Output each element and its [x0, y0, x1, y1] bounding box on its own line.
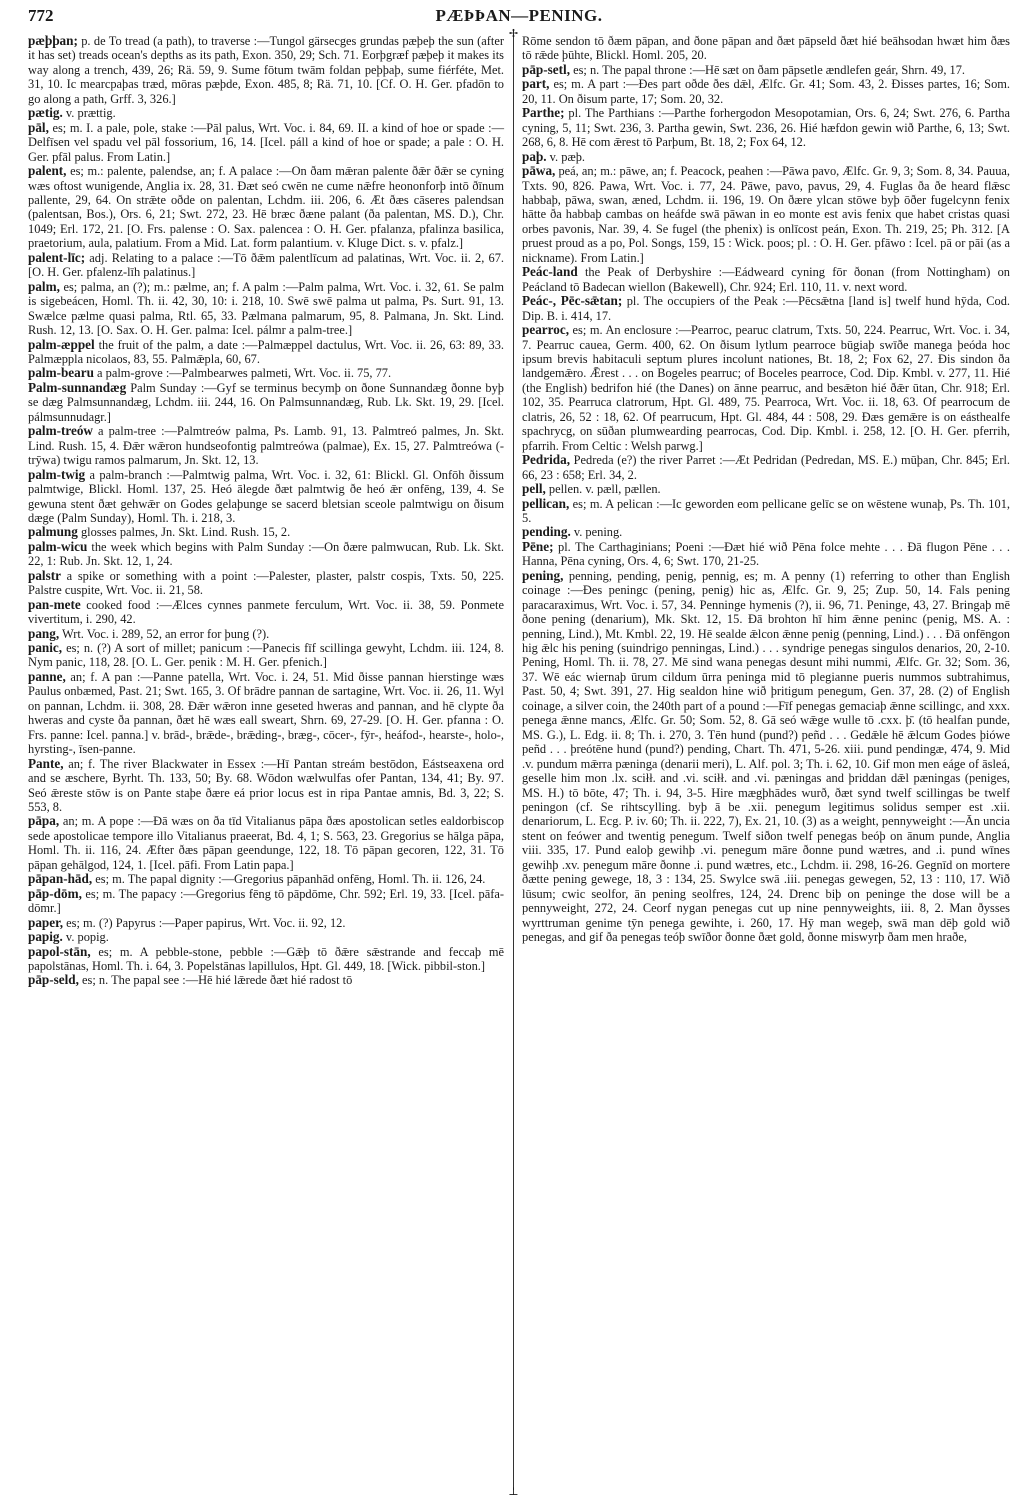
cross-ornament-icon: ⊥	[508, 1486, 519, 1498]
headword: part,	[522, 76, 550, 92]
headword: palmung	[28, 524, 78, 540]
dictionary-entry	[28, 106, 504, 120]
dictionary-entry	[28, 569, 504, 598]
entry-definition: es; m. A part :—Ðes part oðde ðes dǣl, Ælfc. Gr. 41; Som. 43, 2. Ðisses partes, 16; Som. 20, 11. On ðisum parte, 17; Som. 20, 32.	[522, 77, 1010, 106]
headword: pan-mete	[28, 596, 81, 612]
dictionary-entry	[522, 323, 1010, 453]
headword: Peác-land	[522, 264, 578, 280]
left-column	[28, 34, 504, 988]
dictionary-entry	[28, 280, 504, 338]
entry-definition: a spike or something with a point :—Palester, plaster, palstr cospis, Txts. 50, 225. Palstre cuspite, Wrt. Voc. ii. 21, 58.	[28, 568, 504, 598]
dictionary-entry	[28, 670, 504, 757]
entry-definition: an; f. A pan :—Panne patella, Wrt. Voc. i. 24, 51. Mid ðisse pannan hierstinge wæs Paulus onbæmed, Past. 21; Swt. 165, 3. Of brādre pannan de sartagine, Wrt. Voc. ii. 26, 11. Wyl on pannan, Lchdm. ii. 308, 28. Ðǣr wǣron inne geseted hweras and pannan, and hē clypte ða hweras and cyste ða pannan, ðæt hē wæs eall sweart, Shrn. 69, 27-29. [O. H. Ger. pfanna : O. Frs. panne: Icel. panna.] v. brād-, brǣde-, brǣding-, bræg-, cōcer-, fȳr-, heáfod-, hearste-, holo-, hyrsting-, īsen-panne.	[28, 669, 504, 757]
right-column	[522, 34, 1010, 945]
dictionary-entry	[28, 916, 504, 930]
entry-definition: an; m. A pope :—Ðā wæs on ða tīd Vitalianus pāpa ðæs apostolican setles ealdorbiscop sede apostolicae tempore illo Vitalianus praeerat, Bd. 4, 1; S. 563, 23. Gregorius se hālga pāpa, Homl. Th. ii. 116, 24. Æfter ðæs pāpan geendunge, 122, 18. Tō pāpan gecoren, 122, 31. Tō pāpan gehālgod, 124, 1. [Icel. pāfi. From Latin papa.]	[28, 814, 504, 872]
entry-definition: es; n. (?) A sort of millet; panicum :—Panecis fīf scillinga gewyht, Lchdm. iii. 124, 8. Nym panic, 118, 28. [O. L. Ger. penik : M. H. Ger. pfenich.]	[28, 641, 504, 670]
dictionary-entry	[522, 265, 1010, 294]
headword: paper,	[28, 914, 64, 930]
headword: pāl,	[28, 119, 49, 135]
headword: pæþþan;	[28, 33, 78, 48]
dictionary-entry	[28, 641, 504, 670]
dictionary-entry	[28, 945, 504, 974]
entry-definition: p. de To tread (a path), to traverse :—Tungol gärsecges grundas pæþeþ the sun (after it has set) treads ocean's depths as its path, Exon. 350, 29; Sch. 71. Eorþgræf pæþeþ it makes its way along a trench, 439, 26; Rä. 59, 9. Sume fōtum twām foldan peþþaþ, sume fiérféte, Met. 31, 10. Ic mearcpaþas træd, mōras pæþde, Exon. 485, 8; Rä. 71, 10. [Cf. O. H. Ger. pfadōn to go along a path, Grff. 3, 326.]	[28, 34, 504, 106]
entry-definition: Wrt. Voc. i. 289, 52, an error for þung (?).	[59, 626, 270, 641]
dictionary-entry	[522, 525, 1010, 539]
cross-ornament-icon: ✢	[508, 28, 519, 40]
headword: palent,	[28, 163, 67, 179]
dictionary-entry	[522, 497, 1010, 526]
headword: palm-twig	[28, 466, 86, 482]
entry-definition: a palm-tree :—Palmtreów palma, Ps. Lamb. 91, 13. Palmtreó palmes, Jn. Skt. Lind. Rush. 15, 4. Ðǣr wǣron hundseofontig palmtreówa (palmae), Ex. 15, 27. Palmtreówa (-trȳwa) twigu ramos palmarum, Jn. Skt. 12, 13.	[28, 424, 504, 468]
dictionary-entry	[28, 34, 504, 106]
dictionary-entry	[28, 872, 504, 886]
dictionary-entry	[28, 930, 504, 944]
entry-definition: adj. Relating to a palace :—Tō ðǣm palentlīcum ad palatinas, Wrt. Voc. ii. 2, 67. [O. H. Ger. pfalenz-līh palatinus.]	[28, 250, 504, 280]
dictionary-entry	[28, 251, 504, 280]
dictionary-entry	[28, 424, 504, 467]
entry-definition: es; m. The papal dignity :—Gregorius pāpanhād onfēng, Homl. Th. ii. 126, 24.	[92, 872, 486, 887]
headword: Pedrida,	[522, 452, 570, 468]
entry-definition: es; m.: palente, palendse, an; f. A palace :—On ðam mǣran palente ðǣr ðǣr se cyning wæs oftost wunigende, Anglia ix. 28, 31. Ðæt seó cwēn ne cume nǣfre heononforþ intō ðīnum pallente, 29, 64. On strǣte oðde on palentan, Lchdm. iii. 206, 6. Æt ðæs cāseres palendsan (palentsan, Bos.), Ors. 6, 21; Swt. 272, 23. Hē bræc ðæne palant (ða palentan, MS. D.), Chr. 1049; Erl. 172, 21. [O. Frs. palense : O. Sax. palencea : O. H. Ger. pfalanza, pfalinza basilica, praetorium, aula, palatium. From a Mid. Lat. form palantium. v. Kluge Dict. s. v. pfalz.]	[28, 164, 504, 251]
entry-definition: Rōme sendon tō ðæm pāpan, and ðone pāpan and ðæt pāpseld ðæt hié beāhsodan hwæt him ðæs tō rǣde þūhte, Blickl. Homl. 205, 20.	[522, 34, 1010, 63]
entry-definition: cooked food :—Ælces cynnes panmete ferculum, Wrt. Voc. ii. 38, 59. Ponmete vivertitum, i. 290, 42.	[28, 597, 504, 627]
entry-definition: es; m. A pelican :—Ic geworden eom pellicane gelīc se on wēstene wunaþ, Ps. Th. 101, 5.	[522, 496, 1010, 525]
headword: pāwa,	[522, 163, 556, 179]
dictionary-entry	[28, 164, 504, 251]
entry-definition: the Peak of Derbyshire :—Eádweard cyning fōr ðonan (from Nottingham) on Peácland tō Badecan wiellon (Bakewell), Chr. 924; Erl. 110, 11. v. next word.	[522, 265, 1010, 294]
headword: pellican,	[522, 495, 570, 511]
dictionary-entry	[522, 106, 1010, 149]
entry-definition: the fruit of the palm, a date :—Palmæppel dactulus, Wrt. Voc. ii. 26, 63: 89, 33. Palmæppla nicolaos, 83, 55. Palmǣpla, 60, 67.	[28, 337, 504, 366]
dictionary-entry	[28, 121, 504, 164]
dictionary-entry	[522, 294, 1010, 323]
headword: pāp-setl,	[522, 61, 570, 77]
dictionary-entry	[28, 757, 504, 815]
headword: pætig.	[28, 105, 63, 121]
headword: Parthe;	[522, 105, 565, 121]
entry-definition: Pedreda (e?) the river Parret :—Æt Pedridan (Pedredan, MS. E.) mūþan, Chr. 845; Erl. 66, 23 : 658; Erl. 34, 2.	[522, 453, 1010, 482]
dictionary-entry	[28, 338, 504, 367]
headword: palm-bearu	[28, 365, 94, 381]
entry-definition: an; f. The river Blackwater in Essex :—Hī Pantan streám bestōdon, Eástseaxena ord and se æschere, Byrht. Th. 133, 50; By. 68. Wōdon wælwulfas ofer Pantan, 134, 41; By. 97. Seó ǣreste stōw is on Pante staþe ðære eá prior locus est in ripa Pantae amnis, Bd. 3, 22; S. 553, 8.	[28, 756, 504, 815]
dictionary-entry	[28, 525, 504, 539]
entry-definition: a palm-branch :—Palmtwig palma, Wrt. Voc. i. 32, 61: Blickl. Gl. Onfōh ðissum palmtwige, Blickl. Homl. 137, 25. Heó ālegde ðæt palmtwig ðe heó ǣr onfēng, 139, 4. Se gewuna stent ðæt gehwǣr on Godes gelaþunge se sacerd bletsian sceole palmtwigu on ðisum dæge (Palm Sunday), Homl. Th. i. 218, 3.	[28, 467, 504, 525]
dictionary-entry	[28, 381, 504, 424]
headword: Peác-, Pēc-sǣtan;	[522, 293, 623, 309]
headword: pell,	[522, 481, 546, 497]
entry-definition: penning, pending, penig, pennig, es; m. A penny (1) referring to other than English coinage :—Ðes peningc (pening, penig) hic as, Ælfc. Gr. 9, 25; Zup. 50, 14. Fals pening paracaraximus, Wrt. Voc. i. 57, 34. Penninge hymenis (?), ii. 96, 71. Peninge, 43, 27. Bringaþ mē ðone pening (denarium), Mk. Skt. 12, 15. Ðā brohton hī him ǣnne peninc (penig, MS. A. : penning, Lind.), Mt. Kmbl. 22, 19. Hē sealde ǣlcon ǣnne penig (penning, Lind.) . . . Ðā onfēngon hig ǣlc his pening (suindrigo penningas, Lind.) . . . syndrige penegas singulos denarios, 20, 2-10. Pening, Homl. Th. ii. 78, 27. Mē sind wana penegas desunt mihi nummi, Ælfc. Gr. 32; Som. 36, 37. Wē eác wiernaþ ūrum cildum ūrra peninga mid tō plegianne pueris nummos subtrahimus, Past. 50, 4; Swt. 391, 27. Hig sealdon hine wið þritigum penegum, Gen. 37, 28. (2) of English coinage, a silver coin, the 240th part of a pound :—Fīf penegas gemaciaþ ǣnne scillingc, and xxx. penega ǣnne mancs, Ælfc. Gr. 50; Som. 52, 8. Gā seó wǣge wulle tō .cxx. þ̄. (tō healfan punde, MS. G.), L. Edg. ii. 8; Th. i. 270, 3. Tēn hund (pund?) peñd . . . Gedǣle hē ǣlcum Godes þiówe peñd . . . þreótēne hund (pund?) pending, Chart. Th. 471, 5-26. xiii. pund pendingæ, 474, 9. Mid .v. pundum mǣrra pæninga (denarii meri), L. Alf. pol. 3; Th. i. 62, 10. Gif mon men eáge of āsleá, geselle him mon .lx. sciłł. and .vi. sciłł. and .vi. pæningas and þriddan dǣl pæningas (peniges, MS. H.) tō bōte, 47; Th. i. 94, 3-5. Hire mægþhādes wurð, ðæt synd twelf scillingas be twelf peningon (cf. Se rihtscylling. byþ ā be .xii. penegum legitimus solidus semper est .xii. denariorum, L. Ecg. P. iv. 60; Th. ii. 222, 7), Ex. 21, 10. (3) as a weight, pennyweight :—Ān uncia stent on feówer and twentig penegum. Twelf siðon twelf penegas beóþ on ānum punde, Anglia viii. 335, 17. Pund ealoþ gewihþ .vi. penegum māre ðonne pund wætres, and .i. pund wīnes gewihþ .xv. penegum māre ðonne .i. pund wætres, etc., Lchdm. ii. 298, 16-26. Gegnīd on mortere ðætte pening gewege, 18, 3 : 134, 25. Swylce swā .iii. penegas gewegen, 52, 13 : 110, 17. Wið lūsum; cwic seolfor, ān pening seolfres, 124, 24. Drenc biþ on peninge the dose will be a pennyweight, 272, 24. Ceorf nygan penegas cut up nine pennyweights, iii. 8, 2. Man ðysses wyrttruman genime tȳn penega gewihte, i. 260, 17. Hȳ man wegeþ, swā man dēþ gold wið penegas, and gif ða penegas teóþ swīðor ðonne ðæt gold, ðonne miswyrþ ðam men hraðe,	[522, 568, 1010, 945]
headword: palent-līc;	[28, 249, 86, 265]
dictionary-entry	[522, 34, 1010, 63]
headword: pāp-dōm,	[28, 885, 82, 901]
headword: palm-wicu	[28, 538, 88, 554]
dictionary-entry	[522, 453, 1010, 482]
headword: pending.	[522, 524, 571, 540]
entry-definition: es; n. The papal throne :—Hē sæt on ðam pāpsetle ændlefen geár, Shrn. 49, 17.	[570, 62, 965, 77]
headword: pening,	[522, 567, 564, 583]
dictionary-entry	[522, 164, 1010, 265]
entry-definition: the week which begins with Palm Sunday :—On ðære palmwucan, Rub. Lk. Skt. 22, 1: Rub. Jn. Skt. 12, 1, 24.	[28, 539, 504, 569]
dictionary-entry	[28, 366, 504, 380]
page-title: PÆÞÞAN—PENING.	[435, 6, 603, 25]
entry-definition: es; m. A pebble-stone, pebble :—Gǣþ tō ðǣre sǣstrande and feccaþ mē papolstānas, Homl. Th. i. 64, 3. Popelstānas lapillulos, Hpt. Gl. 449, 18. [Wick. pibbil-ston.]	[28, 944, 504, 973]
headword: palstr	[28, 567, 61, 583]
headword: papig.	[28, 929, 63, 945]
entry-definition: pl. The Parthians :—Parthe forhergodon Mesopotamian, Ors. 6, 24; Swt. 276, 6. Partha cyning, 5, 11; Swt. 236, 3. Partha gewin, Swt. 236, 26. Hié hæfdon gewin wið Parthe, 6, 13; Swt. 268, 6, 8. Hē com ǣrest tō Parþum, Bt. 18, 2; Fox 64, 12.	[522, 106, 1010, 150]
headword: panic,	[28, 640, 63, 656]
dictionary-entry	[28, 540, 504, 569]
dictionary-entry	[522, 77, 1010, 106]
page-header	[28, 6, 1010, 28]
headword: pāpan-hād,	[28, 871, 93, 887]
entry-definition: es; palma, an (?); m.: pælme, an; f. A palm :—Palm palma, Wrt. Voc. i. 32, 61. Se palm is sigebeácen, Homl. Th. ii. 42, 30, 10: i. 218, 10. Swē swē palma ut palma, Ps. Surt. 91, 13. Swælce pælme quasi palma, Rtl. 65, 33. Pælmana palmarum, 95, 8. Palmana, Jn. Skt. Lind. Rush. 12, 13. [O. Sax. O. H. Ger. palma: Icel. pálmr a palm-tree.]	[28, 279, 504, 338]
headword: Pēne;	[522, 538, 554, 554]
page-number: 772	[28, 6, 54, 25]
entry-definition: a palm-grove :—Palmbearwes palmeti, Wrt. Voc. ii. 75, 77.	[93, 366, 392, 381]
headword: palm,	[28, 278, 60, 294]
entry-definition: pl. The occupiers of the Peak :—Pēcsǣtna [land is] twelf hund hȳda, Cod. Dip. B. i. 414, 17.	[522, 294, 1010, 323]
dictionary-entry	[28, 468, 504, 526]
entry-definition: es; m. The papacy :—Gregorius fēng tō pāpdōme, Chr. 592; Erl. 19, 33. [Icel. pāfa-dōmr.]	[28, 886, 504, 916]
entry-definition: es; m. I. a pale, pole, stake :—Pāl palus, Wrt. Voc. i. 84, 69. II. a kind of hoe or spade :—Delfīsen vel spadu vel pāl fossorium, 16, 14. [Icel. páll a kind of hoe or spade; a pale : O. H. Ger. pfāl palus. From Latin.]	[28, 120, 504, 164]
headword: papol-stān,	[28, 943, 91, 959]
entry-definition: v. pening.	[570, 525, 623, 540]
dictionary-entry	[522, 150, 1010, 164]
headword: pang,	[28, 625, 60, 641]
dictionary-entry	[522, 482, 1010, 496]
entry-definition: v. popig.	[62, 930, 109, 945]
dictionary-entry	[28, 598, 504, 627]
headword: palm-treów	[28, 423, 93, 439]
entry-definition: peá, an; m.: pāwe, an; f. Peacock, peahen :—Pāwa pavo, Ælfc. Gr. 9, 3; Som. 8, 34. Pauua, Txts. 90, 826. Pawa, Wrt. Voc. i. 77, 24. Pāwe, pavo, pavus, 29, 4. Fuglas ða ðe heard flǣsc habbaþ, pāwa, swan, æned, Lchdm. ii. 196, 19. On ðære ylcan stōwe byþ ōðer fugelcynn fenix hātte ða habbaþ cambas on heáfde swā pāwan in eo monte est avis fenix que habet cristas quasi orbes pavonis, Nar. 39, 4. Se fugel (the phenix) is onlīcost peán, Exon. Th. 219, 25; Ph. 312. [A pruest proud as a po, Pol. Songs, 159, 15 : Wick. poos; pl. : O. H. Ger. pfāwo : Icel. pā or pāi (as a nickname). From Latin.]	[522, 164, 1010, 265]
dictionary-entry	[28, 814, 504, 872]
column-divider	[513, 30, 514, 1490]
entry-definition: v. prættig.	[62, 106, 116, 121]
entry-definition: pellen. v. pæll, pællen.	[545, 482, 661, 497]
entry-definition: pl. The Carthaginians; Poeni :—Ðæt hié wið Pēna folce mehte . . . Ðā flugon Pēne . . . Hanna, Pēna cyning, Ors. 4, 6; Swt. 170, 21-25.	[522, 539, 1010, 569]
dictionary-entry	[28, 627, 504, 641]
dictionary-entry	[28, 887, 504, 916]
entry-definition: es; n. The papal see :—Hē hié lǣrede ðæt hié radost tō	[78, 973, 353, 988]
entry-definition: Palm Sunday :—Gyf se terminus becymþ on ðone Sunnandæg ðonne byþ se dæg Palmsunnandæg, Lchdm. iii. 244, 16. On Palmsunnandæg, Rub. Lk. Skt. 19, 29. [Icel. pálmsunnudagr.]	[28, 380, 504, 424]
headword: palm-æppel	[28, 336, 95, 352]
headword: paþ.	[522, 148, 547, 164]
headword: panne,	[28, 668, 66, 684]
headword: Pante,	[28, 755, 64, 771]
dictionary-entry	[522, 540, 1010, 569]
entry-definition: v. pæþ.	[546, 149, 585, 164]
dictionary-entry	[522, 569, 1010, 945]
entry-definition: glosses palmes, Jn. Skt. Lind. Rush. 15, 2.	[77, 525, 291, 540]
headword: pāp-seld,	[28, 972, 79, 988]
dictionary-entry	[28, 973, 504, 987]
entry-definition: es; m. An enclosure :—Pearroc, pearuc clatrum, Txts. 50, 224. Pearruc, Wrt. Voc. i. 34, 7. Pearruc cauea, Germ. 400, 62. On ðisum lytlum pearroce būgiaþ swīðe manega þeóda hoc ipsum brevis habitaculi septum plures incolunt nationes, Bt. 18, 2; Fox 62, 27. Ðis sindon ða landgemǣro. Ǣrest . . . on Bogeles pearruc; of Boceles pearroce, Cod. Dip. Kmbl. v. 277, 11. Hié (the English) bedrifon hié (the Danes) on ānne pearruc, and besǣton hié ðǣr ūtan, Chr. 918; Erl. 102, 35. Pearruca clatrorum, Hpt. Gl. 489, 75. Pearroca, Wrt. Voc. ii. 18, 63. Of pearrocum de clatris, 26, 52 : 18, 62. Of pearrucum, Hpt. Gl. 484, 44 : 508, 29. Ðæs gemǣre is on eásthealfe spachrycg, on sūðan plumwearding pearrocas, Cod. Dip. Kmbl. i. 258, 12. [O. H. Ger. pferrih, pfarrih. From Celtic : Welsh parwg.]	[522, 323, 1010, 453]
dictionary-entry	[522, 63, 1010, 77]
headword: pearroc,	[522, 322, 569, 338]
headword: pāpa,	[28, 813, 60, 829]
headword: Palm-sunnandæg	[28, 379, 127, 395]
entry-definition: es; m. (?) Papyrus :—Paper papirus, Wrt. Voc. ii. 92, 12.	[63, 915, 346, 930]
